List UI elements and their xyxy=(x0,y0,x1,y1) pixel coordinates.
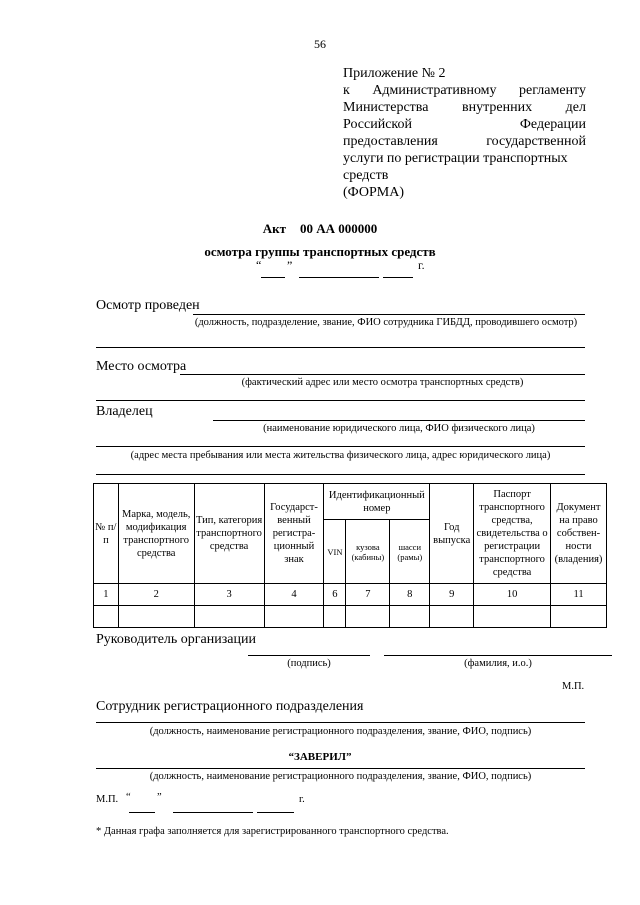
inspection-line xyxy=(193,314,585,315)
owner-address-line xyxy=(96,474,585,475)
col-header-ident: Идентификационный номер xyxy=(324,484,430,520)
table-empty-row xyxy=(94,606,607,628)
head-name-caption: (фамилия, и.о.) xyxy=(464,658,532,669)
col-header-chassis: шасси (рамы) xyxy=(390,520,430,584)
certified-close-quote: ” xyxy=(157,792,162,803)
certified-caption: (должность, наименование регистрационного подразделения, звание, ФИО, подпись) xyxy=(149,771,532,782)
col-header-make: Марка, модель, модификация транспортного средства xyxy=(118,484,194,584)
appendix-line-4: Российской Федерации xyxy=(343,117,586,132)
certified-year-line xyxy=(257,812,294,813)
certified-month-line xyxy=(173,812,253,813)
col-header-body: кузова (кабины) xyxy=(346,520,390,584)
head-sign-caption: (подпись) xyxy=(287,658,331,669)
certified-day-line xyxy=(129,812,155,813)
col-header-type: Тип, категория транспортного средства xyxy=(194,484,264,584)
act-subtitle: осмотра группы транспортных средств xyxy=(204,244,436,259)
act-number: 00 АА 000000 xyxy=(299,221,378,236)
officer-label: Сотрудник регистрационного подразделения xyxy=(96,699,364,714)
appendix-block xyxy=(343,65,586,201)
appendix-form-label: (ФОРМА) xyxy=(343,185,405,200)
col-header-ownership: Документ на право собствен-ности (владения) xyxy=(551,484,607,584)
col-header-year: Год выпуска xyxy=(430,484,474,584)
act-title: Акт 00 АА 000000 xyxy=(262,221,378,236)
date-month-line xyxy=(299,277,379,278)
certified-year-suffix: г. xyxy=(299,794,305,805)
certified-stamp: М.П. xyxy=(96,794,119,805)
page-number: 56 xyxy=(314,37,326,51)
owner-address-caption: (адрес места пребывания или места жительства физического лица, адрес юридического лица) xyxy=(130,450,551,461)
appendix-line-7: средств xyxy=(343,168,389,183)
officer-caption: (должность, наименование регистрационного подразделения, звание, ФИО, подпись) xyxy=(149,726,532,737)
date-close-quote: ” xyxy=(287,258,293,272)
appendix-line-3: Министерства внутренних дел xyxy=(343,100,586,115)
certified-line xyxy=(96,768,585,769)
date-year-line xyxy=(383,277,413,278)
place-line-2 xyxy=(96,400,585,401)
owner-line-2 xyxy=(96,446,585,447)
inspection-caption: (должность, подразделение, звание, ФИО сотрудника ГИБДД, проводившего осмотр) xyxy=(194,317,578,328)
place-caption: (фактический адрес или место осмотра транспортных средств) xyxy=(241,377,524,388)
owner-label: Владелец xyxy=(96,404,153,419)
date-year-suffix: г. xyxy=(418,258,425,272)
col-header-passport: Паспорт транспортного средства, свидетельства о регистрации транспортного средства xyxy=(474,484,551,584)
owner-line xyxy=(213,420,585,421)
place-line xyxy=(180,374,585,375)
date-open-quote: “ xyxy=(256,258,262,272)
certified-open-quote: “ xyxy=(126,792,131,803)
head-sign-line xyxy=(248,655,370,656)
col-header-vin: VIN xyxy=(324,520,346,584)
head-label: Руководитель организации xyxy=(96,632,256,647)
inspection-label: Осмотр проведен xyxy=(96,298,200,313)
date-day-line xyxy=(261,277,285,278)
col-header-num: № п/п xyxy=(94,484,119,584)
head-stamp: М.П. xyxy=(562,681,585,692)
owner-caption: (наименование юридического лица, ФИО физического лица) xyxy=(263,423,535,434)
head-name-line xyxy=(384,655,612,656)
table-index-row: 1 2 3 4 6 7 8 9 10 11 xyxy=(94,584,607,606)
appendix-title: Приложение № 2 xyxy=(343,66,446,81)
appendix-line-2: к Административному регламенту xyxy=(343,83,586,98)
officer-line xyxy=(96,722,585,723)
certified-label: “ЗАВЕРИЛ” xyxy=(288,751,352,763)
col-header-plate: Государст-венный регистра-ционный знак xyxy=(264,484,324,584)
place-label: Место осмотра xyxy=(96,359,187,374)
footnote: * Данная графа заполняется для зарегистрированного транспортного средства. xyxy=(96,826,449,837)
inspection-line-2 xyxy=(96,347,585,348)
appendix-line-6: услуги по регистрации транспортных xyxy=(343,151,568,166)
table-header-row xyxy=(94,484,607,520)
vehicles-table xyxy=(93,483,607,628)
appendix-line-5: предоставления государственной xyxy=(343,134,586,149)
